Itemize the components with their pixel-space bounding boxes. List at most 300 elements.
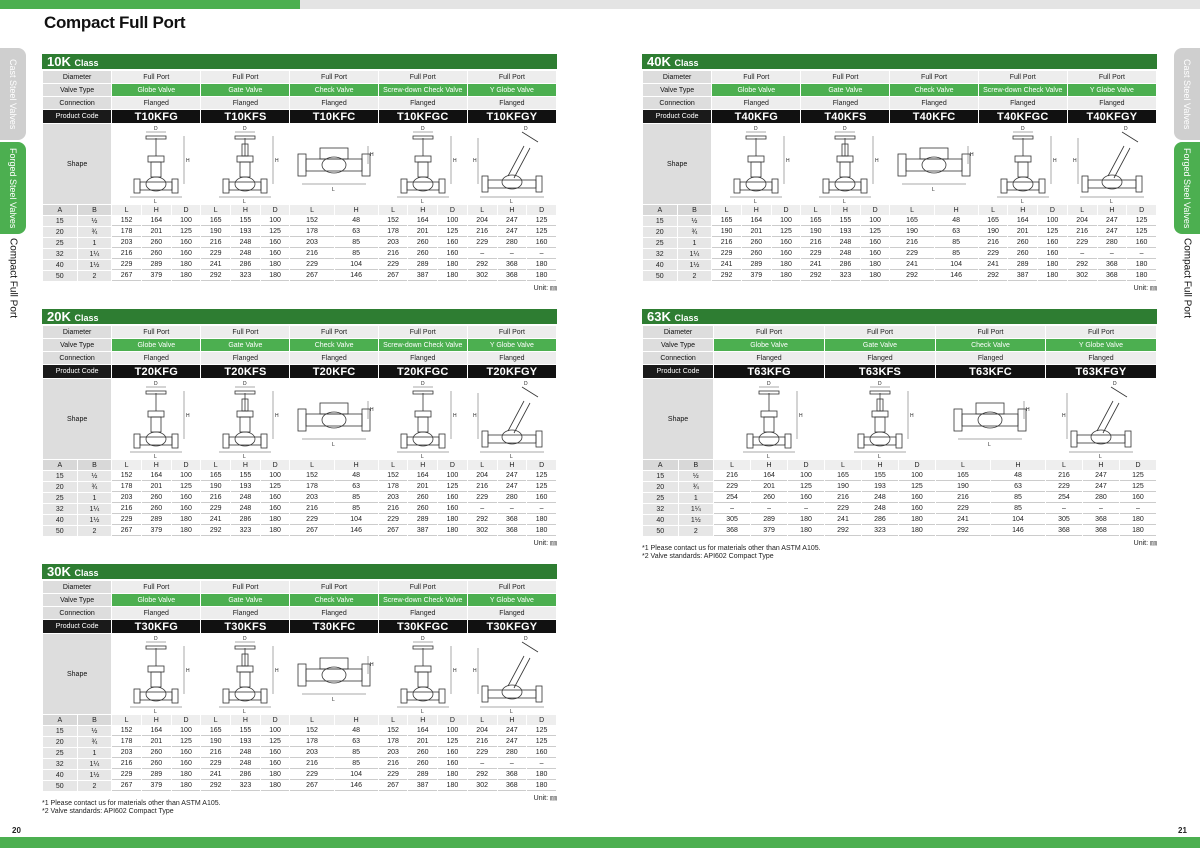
- dim-value: 247: [498, 737, 527, 747]
- dim-value: 190: [712, 227, 741, 237]
- dim-header: H: [231, 715, 260, 725]
- dim-value: 241: [801, 260, 830, 270]
- dim-value: 165: [712, 216, 741, 226]
- dim-value: 201: [408, 227, 437, 237]
- svg-text:H: H: [275, 413, 280, 419]
- connection-value: Flanged: [979, 97, 1067, 109]
- dim-value: 302: [468, 781, 497, 791]
- dim-value: 229: [379, 770, 408, 780]
- connection-value: Flanged: [201, 352, 289, 364]
- note-line: *2 Valve standards: API602 Compact Type: [642, 553, 774, 560]
- dim-value: 229: [201, 504, 230, 514]
- dim-value: 104: [335, 515, 378, 525]
- dim-value: –: [527, 759, 556, 769]
- class-63k-section: [642, 309, 1157, 548]
- svg-text:H: H: [1026, 407, 1031, 413]
- dim-value: 160: [438, 493, 467, 503]
- dim-value: 302: [468, 271, 497, 281]
- tab-cast-steel-valves-left[interactable]: [0, 48, 26, 140]
- dim-value: 247: [1083, 471, 1119, 481]
- dim-value: 368: [714, 526, 750, 536]
- dim-value: 180: [527, 770, 556, 780]
- dim-value: 160: [1120, 493, 1156, 503]
- col-a-header: A: [43, 715, 77, 725]
- page-title: Compact Full Port: [44, 13, 186, 32]
- diameter-value: Full Port: [1068, 71, 1156, 83]
- dim-value: 63: [335, 227, 378, 237]
- connection-value: Flanged: [825, 352, 935, 364]
- gate-valve-drawing-icon: [205, 124, 285, 204]
- dim-value: 100: [899, 471, 935, 481]
- diameter-value: Full Port: [1046, 326, 1156, 338]
- valve-shape: [468, 124, 556, 204]
- class-10k-section: [42, 54, 557, 293]
- dim-value: 248: [231, 249, 260, 259]
- dim-value: 152: [290, 471, 333, 481]
- size-b: 2: [678, 271, 712, 281]
- dim-value: 152: [112, 726, 141, 736]
- valve-shape: [801, 124, 889, 204]
- class-20k-section: [42, 309, 557, 548]
- dim-value: 100: [788, 471, 824, 481]
- connection-value: Flanged: [201, 97, 289, 109]
- svg-text:H: H: [1072, 158, 1077, 164]
- product_code-label: Product Code: [43, 110, 111, 123]
- connection-value: Flanged: [112, 97, 200, 109]
- connection-value: Flanged: [290, 607, 377, 619]
- connection-value: Flanged: [290, 97, 377, 109]
- globe-valve-drawing-icon: [383, 634, 463, 714]
- dim-value: 100: [438, 216, 467, 226]
- svg-text:H: H: [186, 413, 190, 419]
- dim-value: 203: [112, 493, 141, 503]
- dim-value: 267: [112, 781, 141, 791]
- dim-header: H: [991, 460, 1045, 470]
- size-a: 50: [43, 271, 77, 281]
- class-label: Class: [74, 568, 99, 578]
- yglobe-valve-drawing-icon: [1061, 379, 1141, 459]
- dim-value: 104: [991, 515, 1045, 525]
- dim-value: 125: [438, 737, 467, 747]
- svg-text:H: H: [875, 158, 880, 164]
- connection-value: Flanged: [1068, 97, 1156, 109]
- dim-value: 63: [335, 737, 378, 747]
- product_code-value: T10KFGC: [379, 110, 467, 123]
- diameter-value: Full Port: [379, 581, 467, 593]
- size-b: 2: [78, 526, 112, 536]
- table-row: [643, 271, 1156, 281]
- dim-value: 289: [742, 260, 771, 270]
- dim-value: 160: [261, 249, 290, 259]
- dim-value: –: [468, 249, 497, 259]
- dim-value: 216: [112, 504, 141, 514]
- dim-value: 104: [335, 260, 378, 270]
- product_code-value: T63KFGY: [1046, 365, 1156, 378]
- dim-value: 165: [890, 216, 933, 226]
- svg-text:L: L: [420, 199, 424, 204]
- dim-value: 180: [1120, 526, 1156, 536]
- dim-header: D: [1038, 205, 1067, 215]
- dim-header: D: [261, 205, 290, 215]
- size-b: ½: [78, 726, 112, 736]
- table-row: [43, 526, 556, 536]
- dim-value: 85: [335, 238, 378, 248]
- size-a: 50: [43, 526, 77, 536]
- svg-text:D: D: [523, 381, 528, 387]
- valve-shape: [201, 634, 289, 714]
- valve_type-label: Valve Type: [43, 84, 111, 96]
- svg-text:H: H: [1061, 413, 1066, 419]
- class-label: Class: [674, 58, 699, 68]
- dim-header: D: [172, 460, 201, 470]
- dim-value: 387: [408, 781, 437, 791]
- dim-header: L: [468, 460, 497, 470]
- size-a: 40: [43, 260, 77, 270]
- size-b: 2: [679, 526, 714, 536]
- dim-value: 229: [379, 260, 408, 270]
- shape-label: Shape: [43, 379, 111, 459]
- connection-value: Flanged: [379, 352, 467, 364]
- dim-value: 292: [936, 526, 990, 536]
- dim-value: –: [527, 249, 556, 259]
- dim-value: 160: [438, 759, 467, 769]
- product_code-value: T40KFGC: [979, 110, 1067, 123]
- dim-header: D: [861, 205, 890, 215]
- tab-forged-steel-valves-right[interactable]: [1174, 142, 1200, 234]
- valve-shape: [1068, 124, 1156, 204]
- dim-value: 165: [201, 471, 230, 481]
- svg-text:L: L: [767, 454, 770, 459]
- product_code-value: T20KFGC: [379, 365, 467, 378]
- unit-label: Unit: ㎜: [1133, 285, 1157, 292]
- unit-label: Unit: ㎜: [533, 795, 557, 802]
- product_code-value: T20KFG: [112, 365, 200, 378]
- dim-header: D: [1127, 205, 1156, 215]
- svg-text:L: L: [332, 697, 335, 703]
- dim-value: 260: [408, 238, 437, 248]
- yglobe-valve-drawing-icon: [472, 634, 552, 714]
- product_code-value: T30KFG: [112, 620, 200, 633]
- col-a-header: A: [43, 205, 77, 215]
- dim-value: 203: [379, 493, 408, 503]
- dim-value: 180: [1038, 260, 1067, 270]
- tab-cast-steel-valves-right[interactable]: [1174, 48, 1200, 140]
- dim-value: 152: [112, 471, 141, 481]
- dim-value: 280: [1083, 493, 1119, 503]
- svg-text:H: H: [452, 413, 457, 419]
- dim-header: L: [290, 715, 333, 725]
- dim-value: –: [527, 504, 556, 514]
- dim-value: 260: [142, 748, 171, 758]
- valve_type-value: Gate Valve: [201, 339, 289, 351]
- size-b: 1¼: [78, 249, 112, 259]
- dim-value: 204: [468, 471, 497, 481]
- class-header: [42, 564, 557, 579]
- svg-text:D: D: [420, 636, 425, 642]
- dim-header: H: [862, 460, 898, 470]
- valve_type-value: Y Globe Valve: [468, 594, 556, 606]
- dim-header: D: [438, 460, 467, 470]
- dim-value: 216: [1046, 471, 1082, 481]
- valve-shape: [936, 379, 1045, 459]
- dim-value: 286: [231, 770, 260, 780]
- dim-header: D: [172, 205, 201, 215]
- table-row: [643, 216, 1156, 226]
- dim-value: 201: [142, 482, 171, 492]
- dim-value: 267: [290, 526, 333, 536]
- dim-value: 289: [1008, 260, 1037, 270]
- dim-header: L: [201, 715, 230, 725]
- table-row: [643, 227, 1156, 237]
- dim-header: D: [527, 205, 556, 215]
- svg-text:L: L: [509, 709, 513, 714]
- dim-value: 125: [1127, 216, 1156, 226]
- dim-value: 292: [712, 271, 741, 281]
- dim-value: –: [468, 759, 497, 769]
- dim-value: 280: [498, 238, 527, 248]
- svg-text:L: L: [243, 199, 247, 204]
- size-b: 1½: [78, 260, 112, 270]
- dim-value: 267: [112, 526, 141, 536]
- dim-value: 160: [899, 504, 935, 514]
- valve-shape: [112, 124, 200, 204]
- dim-value: 160: [527, 493, 556, 503]
- dim-value: 180: [527, 260, 556, 270]
- dim-value: 180: [261, 260, 290, 270]
- dim-header: H: [1008, 205, 1037, 215]
- dim-value: 178: [379, 737, 408, 747]
- tab-label: Cast Steel Valves: [8, 58, 18, 130]
- svg-text:D: D: [754, 126, 758, 132]
- dim-value: 216: [890, 238, 933, 248]
- dim-value: 201: [408, 482, 437, 492]
- size-a: 15: [43, 726, 77, 736]
- dim-value: 229: [112, 260, 141, 270]
- col-b-header: B: [678, 205, 712, 215]
- valve-shape: [112, 379, 200, 459]
- dim-value: 180: [1127, 260, 1156, 270]
- dim-value: 160: [1127, 238, 1156, 248]
- dim-value: 193: [231, 737, 260, 747]
- dim-header: L: [468, 715, 497, 725]
- dim-value: 160: [772, 238, 801, 248]
- dim-value: 178: [290, 227, 333, 237]
- dim-value: 216: [201, 493, 230, 503]
- dim-value: 178: [290, 737, 333, 747]
- dim-value: 180: [172, 515, 201, 525]
- diameter-value: Full Port: [801, 71, 889, 83]
- dim-value: 368: [498, 770, 527, 780]
- dim-value: 160: [861, 238, 890, 248]
- size-a: 25: [43, 493, 77, 503]
- dim-header: H: [742, 205, 771, 215]
- dim-value: 368: [498, 781, 527, 791]
- size-b: 1¼: [679, 504, 714, 514]
- svg-text:L: L: [154, 454, 158, 459]
- dim-header: H: [142, 205, 171, 215]
- dim-value: 180: [527, 781, 556, 791]
- dim-header: D: [788, 460, 824, 470]
- diameter-value: Full Port: [201, 71, 289, 83]
- dim-header: D: [1120, 460, 1156, 470]
- dim-value: 125: [861, 227, 890, 237]
- svg-text:L: L: [1098, 454, 1102, 459]
- valve_type-value: Check Valve: [290, 84, 377, 96]
- dim-header: L: [1046, 460, 1082, 470]
- size-b: 1¼: [78, 504, 112, 514]
- dim-value: 85: [935, 249, 978, 259]
- dim-value: 146: [935, 271, 978, 281]
- dim-value: 180: [1127, 271, 1156, 281]
- dim-value: 160: [172, 759, 201, 769]
- class-label: Class: [674, 313, 699, 323]
- tab-compact-full-port-left[interactable]: [0, 236, 26, 320]
- check-valve-drawing-icon: [950, 379, 1030, 459]
- dim-value: 125: [527, 471, 556, 481]
- unit-label: Unit: ㎜: [533, 540, 557, 547]
- dim-value: 248: [831, 238, 860, 248]
- dim-value: 180: [261, 515, 290, 525]
- dim-header: H: [498, 205, 527, 215]
- size-b: 1: [679, 493, 714, 503]
- diameter-value: Full Port: [112, 71, 200, 83]
- connection-value: Flanged: [890, 97, 977, 109]
- dim-value: 289: [142, 515, 171, 525]
- dim-value: 368: [498, 260, 527, 270]
- col-b-header: B: [78, 205, 112, 215]
- size-a: 32: [643, 504, 678, 514]
- dim-value: 241: [201, 515, 230, 525]
- valve-shape: [979, 124, 1067, 204]
- shape-label: Shape: [643, 379, 713, 459]
- dim-value: 125: [899, 482, 935, 492]
- svg-text:D: D: [767, 381, 771, 387]
- dim-value: 152: [379, 726, 408, 736]
- valve-shape: [290, 124, 377, 204]
- table-row: [43, 515, 556, 525]
- svg-text:H: H: [786, 158, 790, 164]
- valve_type-value: Screw-down Check Valve: [979, 84, 1067, 96]
- dim-value: 229: [825, 504, 861, 514]
- dim-value: 180: [438, 781, 467, 791]
- table-row: [643, 515, 1156, 525]
- spec-table: [42, 325, 557, 537]
- tab-forged-steel-valves-left[interactable]: [0, 142, 26, 234]
- dim-value: 155: [231, 471, 260, 481]
- dim-value: 85: [335, 759, 378, 769]
- svg-text:H: H: [452, 668, 457, 674]
- class-header: [42, 54, 557, 69]
- dim-value: 229: [1068, 238, 1097, 248]
- product_code-value: T10KFC: [290, 110, 377, 123]
- dim-header: L: [112, 715, 141, 725]
- valve_type-value: Screw-down Check Valve: [379, 339, 467, 351]
- dim-value: 203: [290, 748, 333, 758]
- dim-header: D: [438, 205, 467, 215]
- dim-value: 165: [201, 726, 230, 736]
- note-line: *1 Please contact us for materials other than ASTM A105.: [642, 545, 821, 552]
- dim-value: 125: [772, 227, 801, 237]
- dim-value: 289: [408, 260, 437, 270]
- dim-value: 164: [742, 216, 771, 226]
- dim-value: 48: [935, 216, 978, 226]
- tab-compact-full-port-right[interactable]: [1174, 236, 1200, 320]
- dim-value: 368: [498, 271, 527, 281]
- svg-text:L: L: [877, 454, 881, 459]
- connection-value: Flanged: [1046, 352, 1156, 364]
- dim-value: 203: [290, 238, 333, 248]
- table-row: [43, 770, 556, 780]
- svg-text:H: H: [275, 158, 280, 164]
- dim-value: 379: [742, 271, 771, 281]
- valve_type-label: Valve Type: [643, 84, 711, 96]
- dim-value: 379: [751, 526, 787, 536]
- svg-text:L: L: [243, 709, 247, 714]
- dim-value: 247: [1098, 216, 1127, 226]
- size-a: 32: [43, 759, 77, 769]
- dim-value: 247: [1083, 482, 1119, 492]
- dim-value: 190: [979, 227, 1008, 237]
- dim-value: 160: [261, 748, 290, 758]
- dim-value: 125: [261, 737, 290, 747]
- dim-value: 229: [468, 493, 497, 503]
- dim-value: 368: [1046, 526, 1082, 536]
- dim-value: 85: [335, 493, 378, 503]
- size-a: 50: [43, 781, 77, 791]
- bottom-accent-bar: [0, 837, 1200, 848]
- valve_type-value: Screw-down Check Valve: [379, 84, 467, 96]
- dim-value: 286: [231, 260, 260, 270]
- dim-value: 125: [438, 227, 467, 237]
- dim-header: H: [408, 205, 437, 215]
- svg-text:L: L: [420, 454, 424, 459]
- dim-value: 125: [1120, 482, 1156, 492]
- dim-value: 260: [742, 238, 771, 248]
- size-b: ¾: [78, 737, 112, 747]
- dim-value: 160: [788, 493, 824, 503]
- svg-text:L: L: [420, 709, 424, 714]
- dim-value: 193: [831, 227, 860, 237]
- valve_type-label: Valve Type: [43, 594, 111, 606]
- yglobe-valve-drawing-icon: [472, 124, 552, 204]
- dim-value: 248: [862, 504, 898, 514]
- size-b: 1½: [78, 770, 112, 780]
- table-row: [643, 249, 1156, 259]
- svg-text:L: L: [509, 454, 513, 459]
- valve-shape: [112, 634, 200, 714]
- valve-shape: [379, 124, 467, 204]
- dim-value: 190: [936, 482, 990, 492]
- gate-valve-drawing-icon: [840, 379, 920, 459]
- table-row: [643, 504, 1156, 514]
- dim-header: D: [899, 460, 935, 470]
- size-b: ½: [78, 471, 112, 481]
- dim-value: –: [714, 504, 750, 514]
- valve_type-value: Y Globe Valve: [1046, 339, 1156, 351]
- globe-valve-drawing-icon: [116, 124, 196, 204]
- dim-value: 178: [112, 737, 141, 747]
- dim-value: 160: [1038, 249, 1067, 259]
- dim-value: 178: [379, 482, 408, 492]
- dim-value: 125: [261, 482, 290, 492]
- dim-value: 229: [201, 249, 230, 259]
- size-a: 32: [643, 249, 677, 259]
- product_code-value: T40KFGY: [1068, 110, 1156, 123]
- diameter-value: Full Port: [112, 581, 200, 593]
- svg-text:D: D: [1020, 126, 1025, 132]
- svg-text:D: D: [420, 126, 425, 132]
- dim-header: L: [936, 460, 990, 470]
